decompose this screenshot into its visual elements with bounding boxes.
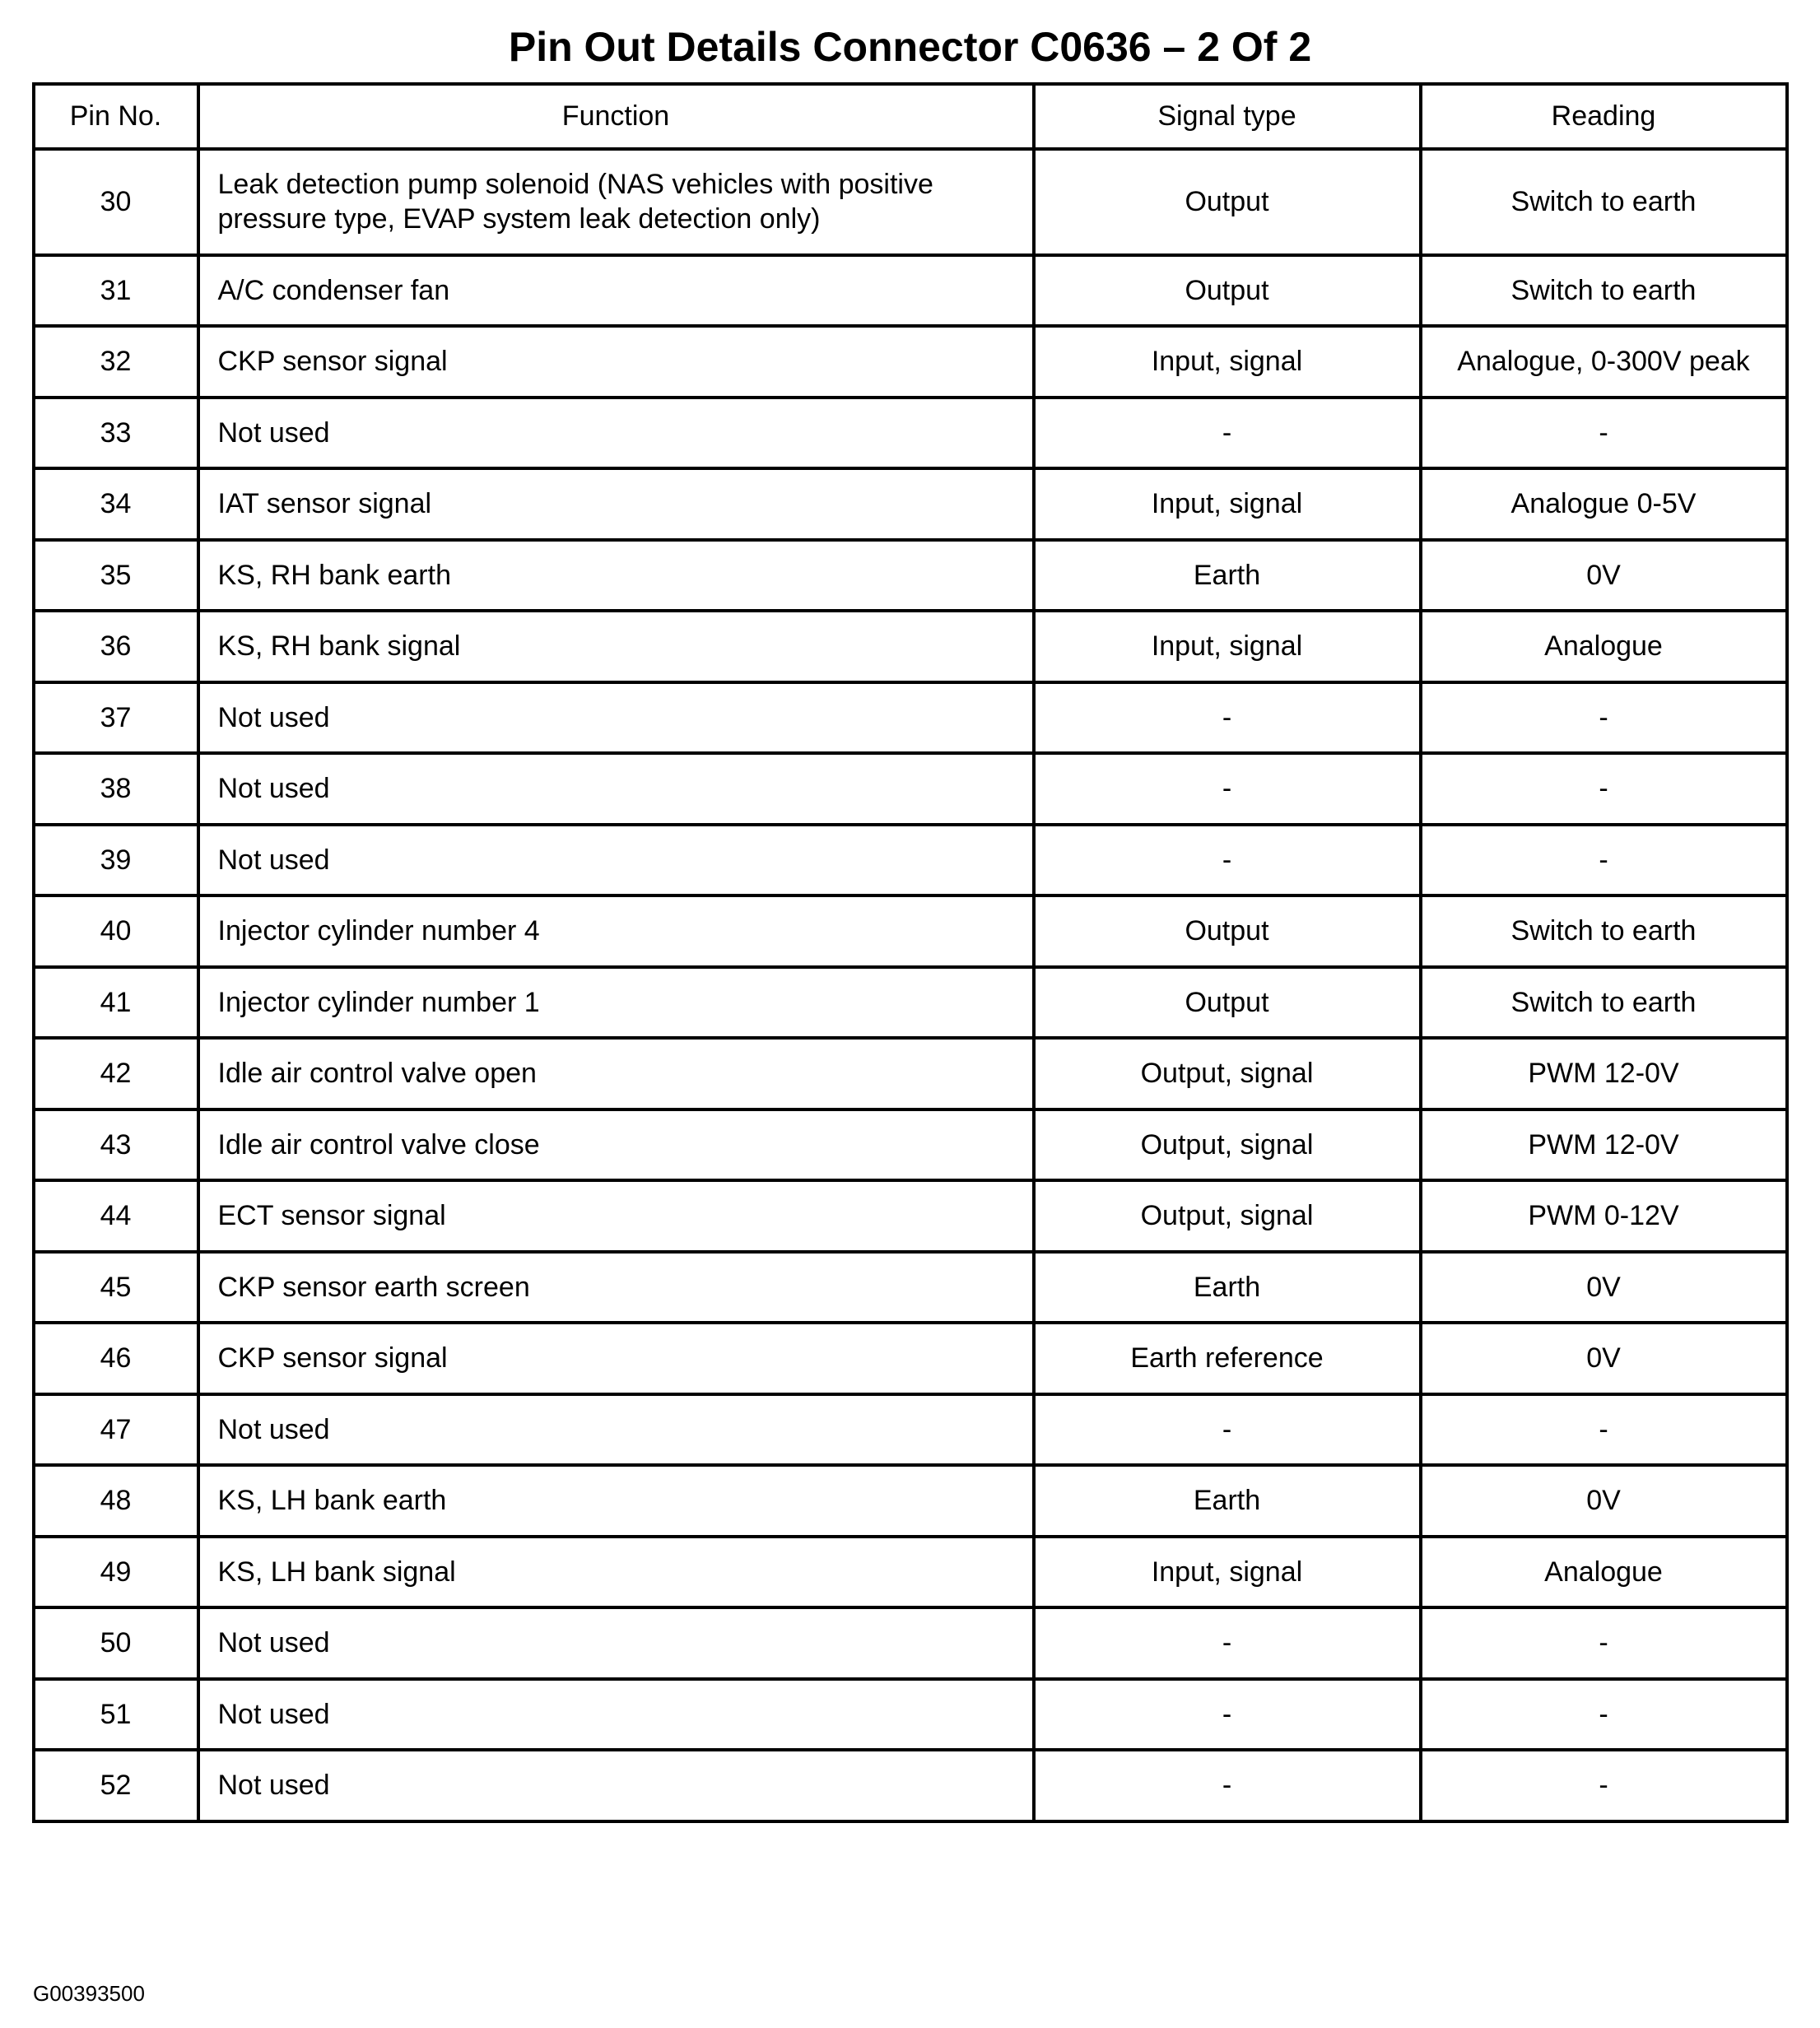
cell-pin: 32 xyxy=(34,326,198,398)
cell-signal-type: Output xyxy=(1034,967,1421,1039)
cell-signal-type: Earth xyxy=(1034,1465,1421,1537)
cell-signal-type: - xyxy=(1034,1750,1421,1821)
cell-signal-type: Output, signal xyxy=(1034,1109,1421,1181)
cell-signal-type: Output xyxy=(1034,149,1421,255)
cell-pin: 31 xyxy=(34,255,198,327)
cell-function: KS, RH bank signal xyxy=(198,611,1034,682)
cell-reading: Switch to earth xyxy=(1421,149,1787,255)
cell-signal-type: Output, signal xyxy=(1034,1180,1421,1252)
cell-function: Not used xyxy=(198,1679,1034,1751)
cell-pin: 45 xyxy=(34,1252,198,1323)
cell-signal-type: - xyxy=(1034,398,1421,469)
cell-reading: Analogue xyxy=(1421,1537,1787,1608)
cell-pin: 44 xyxy=(34,1180,198,1252)
table-row xyxy=(34,1465,1787,1537)
cell-reading: - xyxy=(1421,1679,1787,1751)
table-row xyxy=(34,1109,1787,1181)
table-row xyxy=(34,753,1787,825)
cell-pin: 38 xyxy=(34,753,198,825)
pinout-table xyxy=(32,82,1789,1823)
cell-function: Not used xyxy=(198,1750,1034,1821)
table-row xyxy=(34,326,1787,398)
table-row xyxy=(34,149,1787,255)
cell-reading: - xyxy=(1421,1394,1787,1466)
cell-function: Not used xyxy=(198,753,1034,825)
table-row xyxy=(34,825,1787,896)
cell-function: Not used xyxy=(198,682,1034,754)
cell-reading: - xyxy=(1421,825,1787,896)
table-row xyxy=(34,398,1787,469)
cell-signal-type: Output xyxy=(1034,895,1421,967)
table-row xyxy=(34,1180,1787,1252)
cell-reading: Analogue xyxy=(1421,611,1787,682)
table-header-row xyxy=(34,84,1787,149)
pinout-table-body xyxy=(34,149,1787,1821)
cell-reading: 0V xyxy=(1421,1465,1787,1537)
cell-pin: 49 xyxy=(34,1537,198,1608)
cell-signal-type: - xyxy=(1034,753,1421,825)
table-row xyxy=(34,468,1787,540)
cell-function: KS, LH bank earth xyxy=(198,1465,1034,1537)
cell-reading: PWM 0-12V xyxy=(1421,1180,1787,1252)
cell-function: Injector cylinder number 4 xyxy=(198,895,1034,967)
cell-signal-type: - xyxy=(1034,1679,1421,1751)
cell-function: CKP sensor signal xyxy=(198,326,1034,398)
table-row xyxy=(34,1537,1787,1608)
cell-reading: Switch to earth xyxy=(1421,255,1787,327)
cell-reading: Switch to earth xyxy=(1421,895,1787,967)
cell-pin: 34 xyxy=(34,468,198,540)
table-row xyxy=(34,967,1787,1039)
table-row xyxy=(34,1252,1787,1323)
cell-pin: 40 xyxy=(34,895,198,967)
cell-function: Not used xyxy=(198,398,1034,469)
cell-pin: 33 xyxy=(34,398,198,469)
column-header-pin-no: Pin No. xyxy=(34,84,198,149)
table-row xyxy=(34,1038,1787,1109)
cell-reading: - xyxy=(1421,1607,1787,1679)
cell-pin: 36 xyxy=(34,611,198,682)
cell-signal-type: Output xyxy=(1034,255,1421,327)
cell-function: KS, LH bank signal xyxy=(198,1537,1034,1608)
cell-function: IAT sensor signal xyxy=(198,468,1034,540)
table-row xyxy=(34,682,1787,754)
cell-function: CKP sensor earth screen xyxy=(198,1252,1034,1323)
table-row xyxy=(34,1750,1787,1821)
figure-code: G00393500 xyxy=(33,1981,145,2006)
cell-signal-type: Earth xyxy=(1034,1252,1421,1323)
cell-reading: PWM 12-0V xyxy=(1421,1109,1787,1181)
cell-function: Injector cylinder number 1 xyxy=(198,967,1034,1039)
cell-reading: - xyxy=(1421,682,1787,754)
cell-reading: 0V xyxy=(1421,540,1787,612)
cell-pin: 39 xyxy=(34,825,198,896)
cell-pin: 42 xyxy=(34,1038,198,1109)
cell-function: Not used xyxy=(198,1394,1034,1466)
cell-reading: - xyxy=(1421,753,1787,825)
cell-function: Not used xyxy=(198,825,1034,896)
cell-pin: 43 xyxy=(34,1109,198,1181)
cell-pin: 48 xyxy=(34,1465,198,1537)
cell-reading: PWM 12-0V xyxy=(1421,1038,1787,1109)
table-row xyxy=(34,255,1787,327)
cell-function: Leak detection pump solenoid (NAS vehicles with positive pressure type, EVAP system leak detection only) xyxy=(198,149,1034,255)
cell-signal-type: Input, signal xyxy=(1034,326,1421,398)
cell-signal-type: Output, signal xyxy=(1034,1038,1421,1109)
page-title: Pin Out Details Connector C0636 – 2 Of 2 xyxy=(508,24,1312,70)
cell-signal-type: Input, signal xyxy=(1034,468,1421,540)
table-row xyxy=(34,611,1787,682)
cell-signal-type: Input, signal xyxy=(1034,1537,1421,1608)
cell-pin: 52 xyxy=(34,1750,198,1821)
column-header-function: Function xyxy=(198,84,1034,149)
column-header-reading: Reading xyxy=(1421,84,1787,149)
cell-reading: Analogue 0-5V xyxy=(1421,468,1787,540)
cell-pin: 41 xyxy=(34,967,198,1039)
cell-signal-type: - xyxy=(1034,1607,1421,1679)
cell-function: CKP sensor signal xyxy=(198,1323,1034,1394)
table-row xyxy=(34,1323,1787,1394)
cell-pin: 37 xyxy=(34,682,198,754)
table-row xyxy=(34,895,1787,967)
cell-pin: 51 xyxy=(34,1679,198,1751)
table-row xyxy=(34,1607,1787,1679)
cell-pin: 47 xyxy=(34,1394,198,1466)
cell-function: Idle air control valve close xyxy=(198,1109,1034,1181)
cell-pin: 46 xyxy=(34,1323,198,1394)
cell-pin: 50 xyxy=(34,1607,198,1679)
cell-pin: 35 xyxy=(34,540,198,612)
cell-function: A/C condenser fan xyxy=(198,255,1034,327)
cell-signal-type: Input, signal xyxy=(1034,611,1421,682)
cell-reading: Switch to earth xyxy=(1421,967,1787,1039)
cell-function: ECT sensor signal xyxy=(198,1180,1034,1252)
cell-reading: 0V xyxy=(1421,1252,1787,1323)
cell-signal-type: - xyxy=(1034,1394,1421,1466)
cell-reading: - xyxy=(1421,1750,1787,1821)
table-row xyxy=(34,540,1787,612)
column-header-signal-type: Signal type xyxy=(1034,84,1421,149)
cell-function: KS, RH bank earth xyxy=(198,540,1034,612)
cell-signal-type: Earth xyxy=(1034,540,1421,612)
cell-reading: - xyxy=(1421,398,1787,469)
cell-signal-type: - xyxy=(1034,682,1421,754)
cell-reading: Analogue, 0-300V peak xyxy=(1421,326,1787,398)
cell-function: Not used xyxy=(198,1607,1034,1679)
table-row xyxy=(34,1394,1787,1466)
cell-pin: 30 xyxy=(34,149,198,255)
table-row xyxy=(34,1679,1787,1751)
cell-function: Idle air control valve open xyxy=(198,1038,1034,1109)
cell-reading: 0V xyxy=(1421,1323,1787,1394)
cell-signal-type: - xyxy=(1034,825,1421,896)
cell-signal-type: Earth reference xyxy=(1034,1323,1421,1394)
